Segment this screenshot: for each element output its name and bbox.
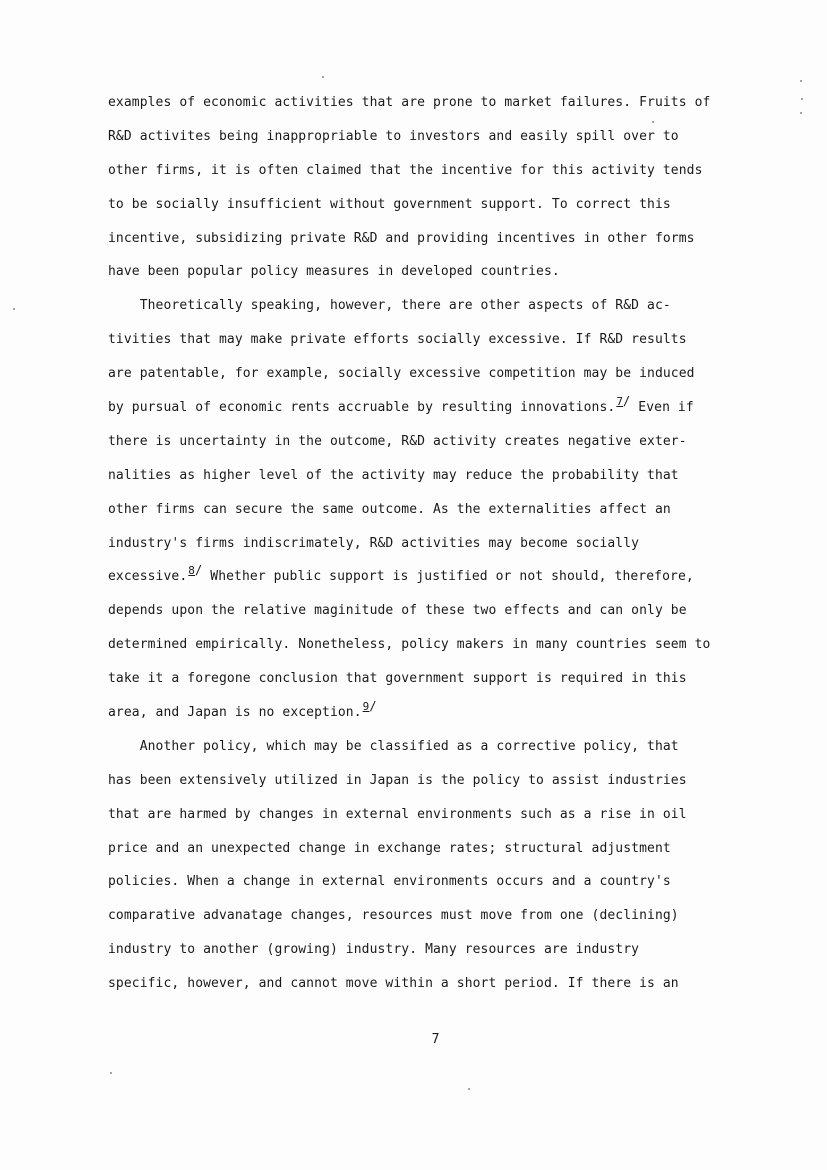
scan-speck bbox=[801, 98, 803, 100]
line-text: has been extensively utilized in Japan is the policy to assist industries bbox=[108, 772, 687, 788]
line-text: tivities that may make private efforts socially excessive. If R&D results bbox=[108, 332, 687, 348]
line-text-continued: Even if bbox=[630, 400, 694, 416]
line-text: have been popular policy measures in developed countries. bbox=[108, 264, 560, 280]
line-text: there is uncertainty in the outcome, R&D activity creates negative exter- bbox=[108, 433, 687, 449]
line-text: specific, however, and cannot move within a short period. If there is an bbox=[108, 976, 679, 992]
text-line bbox=[108, 594, 758, 628]
footnote-slash: / bbox=[369, 699, 377, 714]
footnote-marker: 7 bbox=[616, 395, 624, 409]
text-line bbox=[108, 628, 758, 662]
line-text: incentive, subsidizing private R&D and providing incentives in other forms bbox=[108, 230, 695, 246]
line-text: to be socially insufficient without government support. To correct this bbox=[108, 196, 671, 212]
text-line bbox=[108, 560, 758, 594]
text-line bbox=[108, 696, 758, 730]
line-text: other firms can secure the same outcome. As the externalities affect an bbox=[108, 501, 671, 517]
line-text: Another policy, which may be classified as a corrective policy, that bbox=[108, 738, 679, 754]
scan-speck bbox=[800, 112, 802, 114]
body-text bbox=[108, 86, 758, 1001]
footnote-slash: / bbox=[195, 563, 203, 578]
line-text-continued: Whether public support is justified or not should, therefore, bbox=[202, 569, 694, 585]
text-line bbox=[108, 289, 758, 323]
text-line bbox=[108, 255, 758, 289]
line-text: industry to another (growing) industry. Many resources are industry bbox=[108, 942, 640, 958]
text-line bbox=[108, 222, 758, 256]
line-text: by pursual of economic rents accruable by resulting innovations. bbox=[108, 400, 616, 416]
scan-speck bbox=[13, 308, 15, 310]
text-line bbox=[108, 967, 758, 1001]
line-text: determined empirically. Nonetheless, policy makers in many countries seem to bbox=[108, 637, 711, 653]
line-text: nalities as higher level of the activity may reduce the probability that bbox=[108, 467, 679, 483]
text-line bbox=[108, 933, 758, 967]
text-line bbox=[108, 154, 758, 188]
text-line bbox=[108, 425, 758, 459]
text-line bbox=[108, 832, 758, 866]
text-line bbox=[108, 120, 758, 154]
line-text: industry's firms indiscrimately, R&D activities may become socially bbox=[108, 535, 640, 551]
scan-speck bbox=[322, 76, 324, 78]
scan-speck bbox=[110, 1072, 112, 1074]
line-text: take it a foregone conclusion that government support is required in this bbox=[108, 671, 687, 687]
line-text: other firms, it is often claimed that the incentive for this activity tends bbox=[108, 162, 703, 178]
text-line bbox=[108, 798, 758, 832]
line-text: that are harmed by changes in external environments such as a rise in oil bbox=[108, 806, 687, 822]
text-line bbox=[108, 899, 758, 933]
text-line bbox=[108, 730, 758, 764]
scan-speck bbox=[800, 80, 802, 82]
line-text: excessive. bbox=[108, 569, 188, 585]
footnote-marker: 9 bbox=[362, 700, 370, 714]
scan-speck bbox=[652, 121, 654, 123]
text-line bbox=[108, 188, 758, 222]
line-text: depends upon the relative maginitude of these two effects and can only be bbox=[108, 603, 687, 619]
text-line bbox=[108, 764, 758, 798]
footnote-marker: 8 bbox=[188, 564, 196, 578]
text-line bbox=[108, 459, 758, 493]
line-text: area, and Japan is no exception. bbox=[108, 705, 362, 721]
text-line bbox=[108, 865, 758, 899]
text-line bbox=[108, 391, 758, 425]
text-line bbox=[108, 86, 758, 120]
line-text: are patentable, for example, socially excessive competition may be induced bbox=[108, 366, 695, 382]
text-line bbox=[108, 323, 758, 357]
text-line bbox=[108, 662, 758, 696]
line-text: R&D activites being inappropriable to investors and easily spill over to bbox=[108, 128, 679, 144]
text-line bbox=[108, 493, 758, 527]
line-text: comparative advanatage changes, resources must move from one (declining) bbox=[108, 908, 679, 924]
page-number: 7 bbox=[431, 1032, 440, 1047]
line-text: policies. When a change in external environments occurs and a country's bbox=[108, 874, 671, 890]
text-line bbox=[108, 527, 758, 561]
line-text: Theoretically speaking, however, there are other aspects of R&D ac- bbox=[108, 298, 671, 314]
line-text: price and an unexpected change in exchange rates; structural adjustment bbox=[108, 840, 671, 856]
scan-speck bbox=[468, 1088, 470, 1090]
text-line bbox=[108, 357, 758, 391]
footnote-slash: / bbox=[623, 394, 631, 409]
line-text: examples of economic activities that are prone to market failures. Fruits of bbox=[108, 95, 711, 110]
